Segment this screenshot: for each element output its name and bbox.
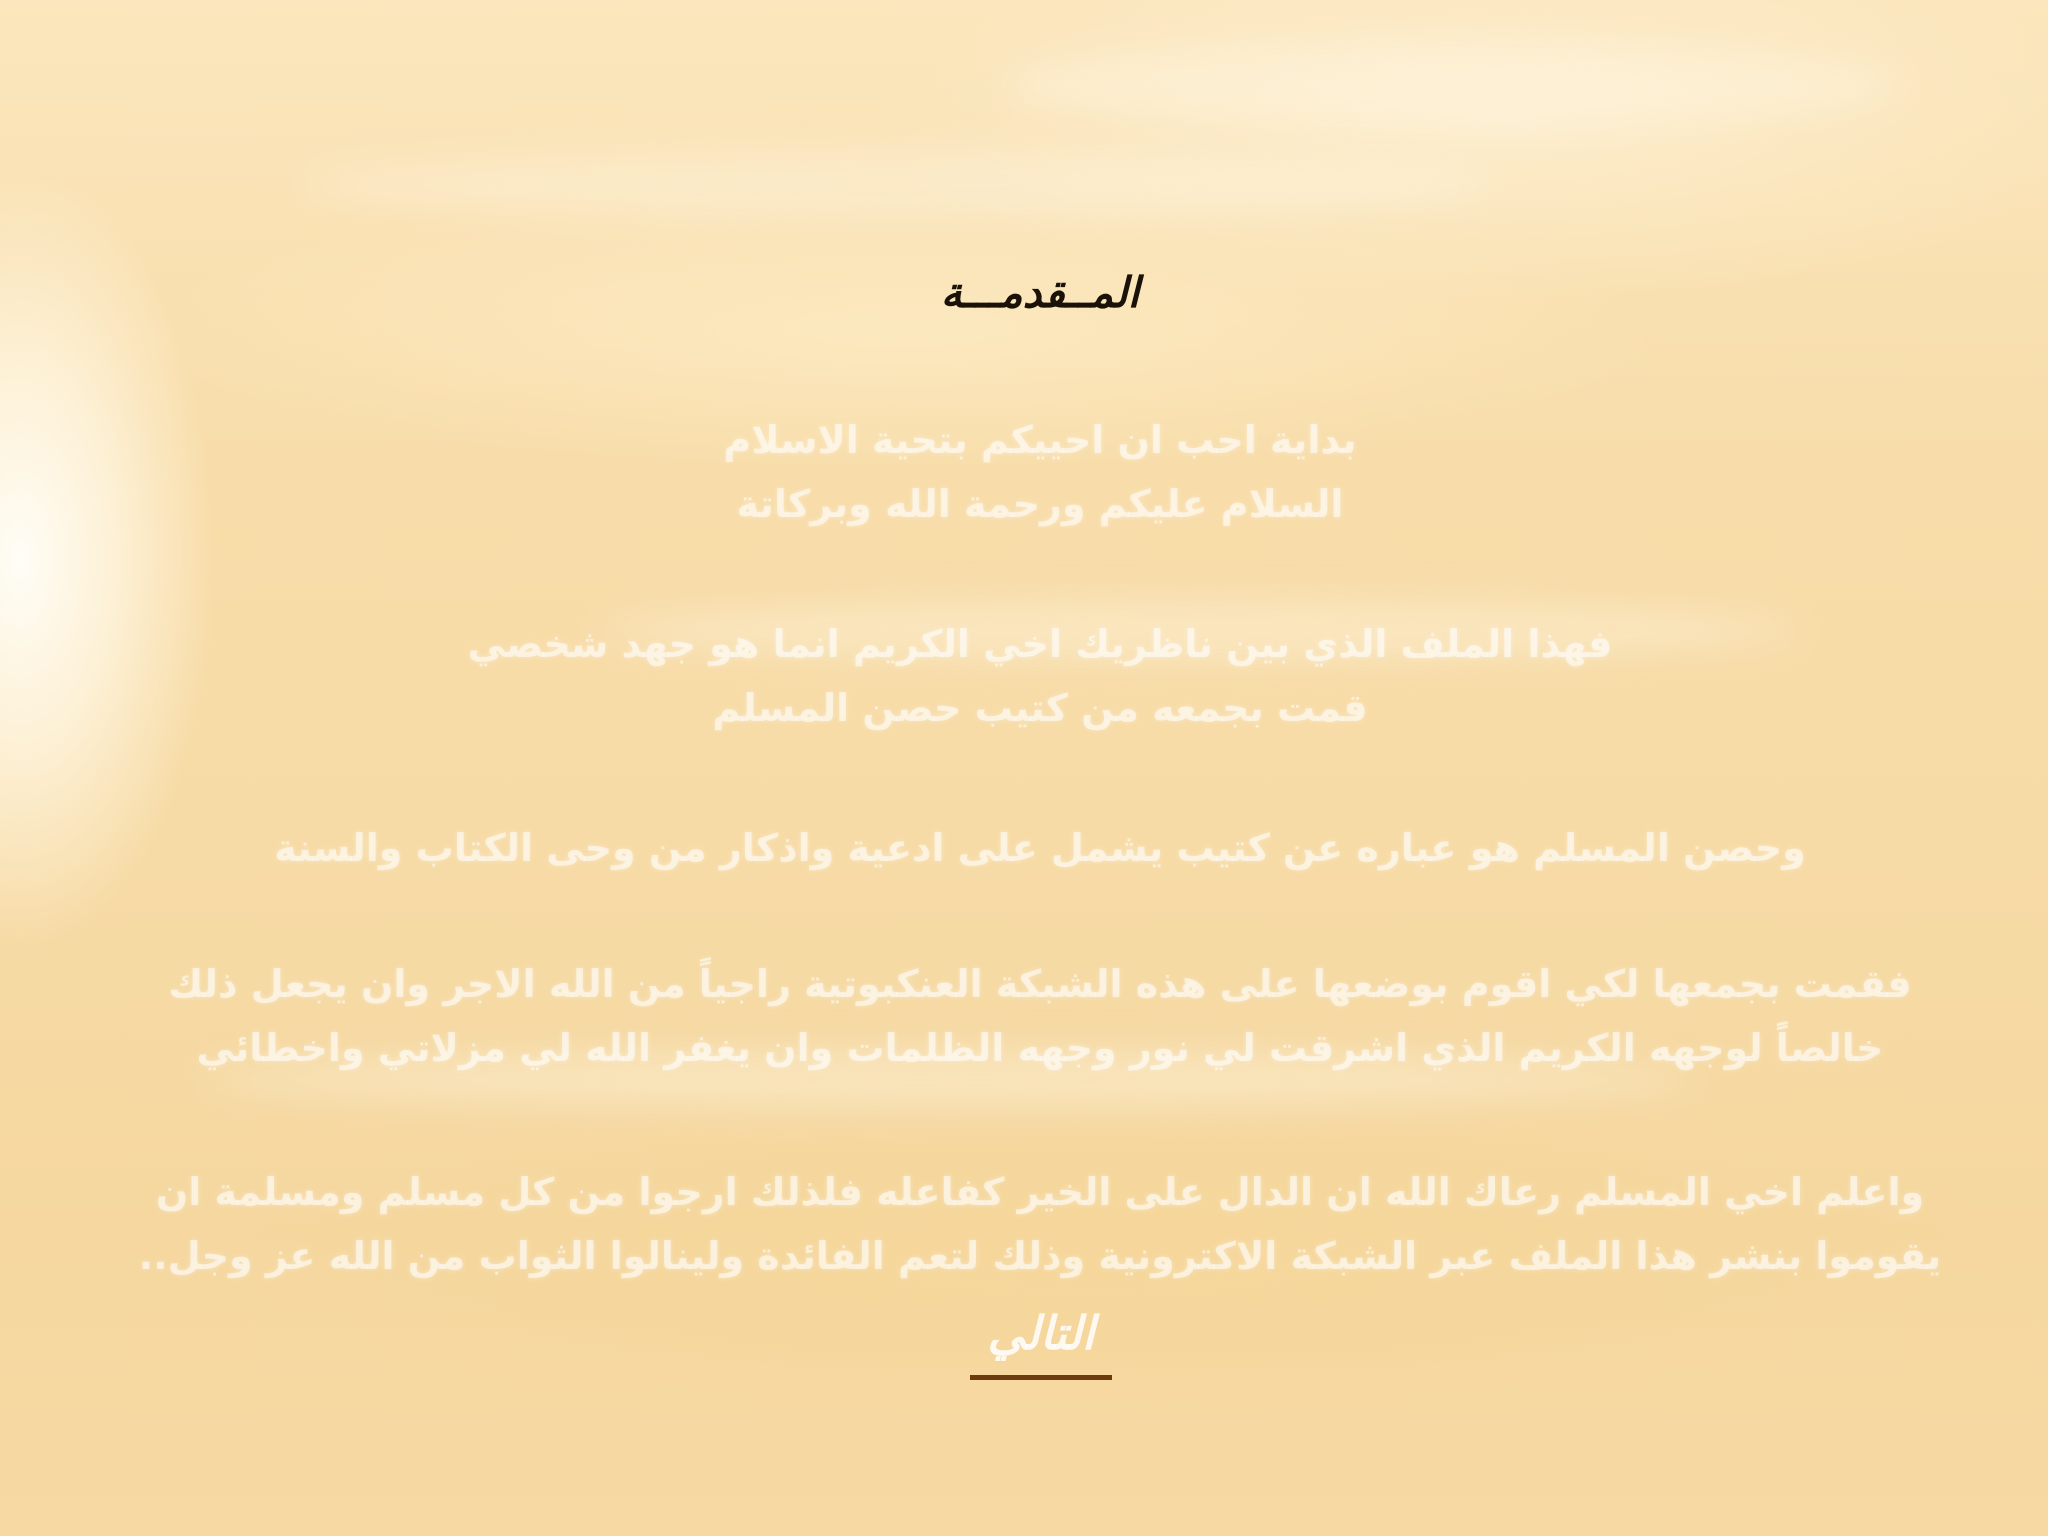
- paragraph-book-description: [120, 816, 1960, 880]
- paragraph-line: وحصن المسلم هو عباره عن كتيب يشمل على ادعية واذكار من وحى الكتاب والسنة: [274, 826, 1806, 870]
- slide-content: [120, 0, 1960, 1536]
- paragraph-line: قمت بجمعه من كتيب حصن المسلم: [712, 686, 1368, 730]
- paragraph-line: خالصاً لوجهه الكريم الذي اشرقت لي نور وجهه الظلمات وان يغفر الله لي مزلاتي واخطائي: [196, 1026, 1884, 1070]
- paragraph-line: بداية احب ان احييكم بتحية الاسلام: [723, 418, 1357, 462]
- paragraph-file-description: [120, 612, 1960, 740]
- paragraph-line: يقوموا بنشر هذا الملف عبر الشبكة الاكترونية وذلك لتعم الفائدة ولينالوا الثواب من الله عز وجل..: [138, 1234, 1942, 1278]
- paragraph-line: السلام عليكم ورحمة الله وبركاتة: [736, 482, 1344, 526]
- paragraph-line: واعلم اخي المسلم رعاك الله ان الدال على الخير كفاعله فلذلك ارجوا من كل مسلم ومسلمة ان: [155, 1170, 1925, 1214]
- next-link-underline: [970, 1375, 1112, 1380]
- paragraph-line: فقمت بجمعها لكي اقوم بوضعها على هذه الشبكة العنكبوتية راجياً من الله الاجر وان يجعل ذلك: [168, 962, 1912, 1006]
- paragraph-request: [120, 1160, 1960, 1288]
- next-link[interactable]: التالي: [987, 1306, 1095, 1360]
- paragraph-line: فهذا الملف الذي بين ناظريك اخي الكريم انما هو جهد شخصي: [467, 622, 1613, 666]
- paragraph-purpose: [120, 952, 1960, 1080]
- paragraph-greeting: [120, 408, 1960, 536]
- slide-title: المــقدمـــة: [940, 268, 1140, 317]
